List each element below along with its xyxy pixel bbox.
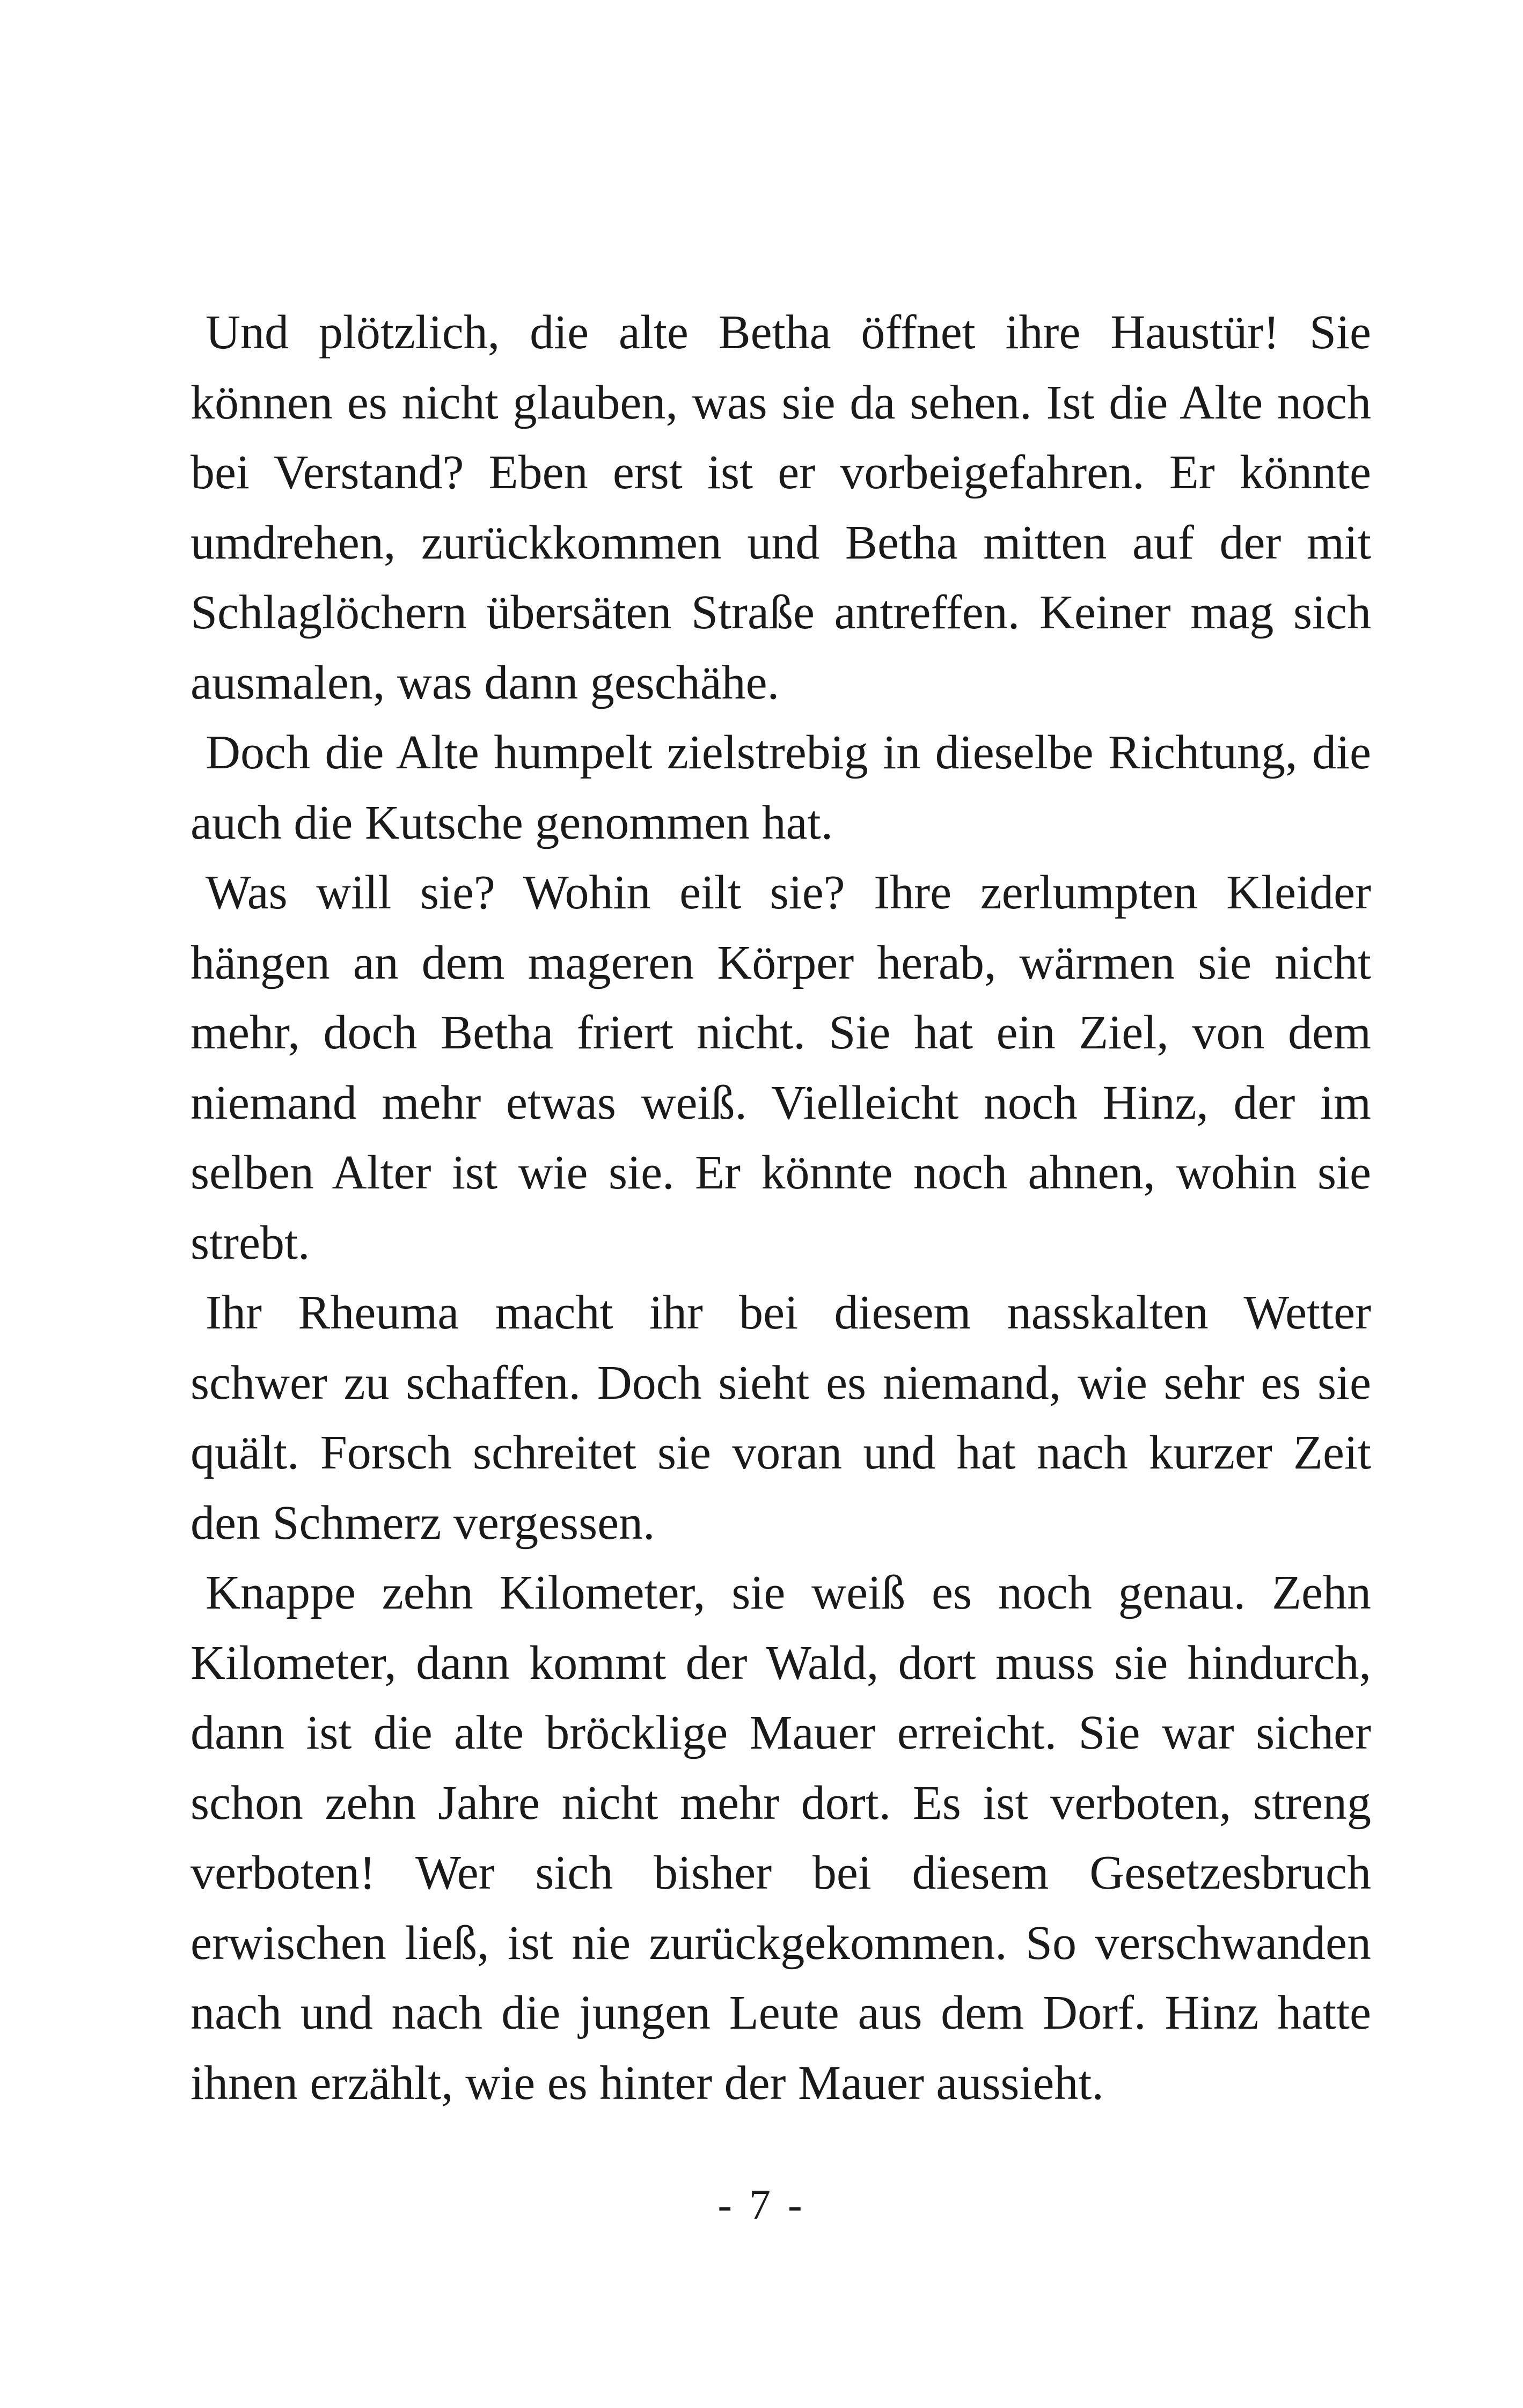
text-line: umdrehen, zurückkommen und Betha mitten auf der mit — [191, 516, 1371, 569]
text-line: ausmalen, was dann geschähe. — [191, 656, 780, 709]
text-line: können es nicht glauben, was sie da sehen. Ist die Alte noch — [191, 376, 1371, 429]
body-text — [191, 298, 1371, 2118]
text-line: mehr, doch Betha friert nicht. Sie hat ein Ziel, von dem — [191, 1006, 1371, 1059]
text-line: quält. Forsch schreitet sie voran und hat nach kurzer Zeit — [191, 1426, 1371, 1479]
text-line: verboten! Wer sich bisher bei diesem Gesetzesbruch — [191, 1846, 1371, 1899]
text-line: Kilometer, dann kommt der Wald, dort muss sie hindurch, — [191, 1636, 1371, 1690]
text-line: strebt. — [191, 1216, 310, 1269]
page-number: - 7 - — [717, 2182, 806, 2229]
text-line: den Schmerz vergessen. — [191, 1496, 655, 1550]
text-line: auch die Kutsche genommen hat. — [191, 796, 833, 849]
text-line: Knappe zehn Kilometer, sie weiß es noch genau. Zehn — [206, 1566, 1371, 1619]
text-line: Doch die Alte humpelt zielstrebig in dieselbe Richtung, die — [206, 726, 1371, 779]
text-line: dann ist die alte bröcklige Mauer erreicht. Sie war sicher — [191, 1706, 1371, 1759]
text-line: Was will sie? Wohin eilt sie? Ihre zerlumpten Kleider — [206, 866, 1371, 919]
text-line: selben Alter ist wie sie. Er könnte noch ahnen, wohin sie — [191, 1146, 1371, 1199]
text-line: bei Verstand? Eben erst ist er vorbeigefahren. Er könnte — [191, 446, 1371, 499]
text-line: Und plötzlich, die alte Betha öffnet ihre Haustür! Sie — [206, 306, 1371, 359]
paragraph-1 — [191, 298, 1371, 718]
text-line: schwer zu schaffen. Doch sieht es niemand, wie sehr es sie — [191, 1356, 1371, 1409]
text-line: erwischen ließ, ist nie zurückgekommen. So verschwanden — [191, 1916, 1371, 1970]
text-line: Ihr Rheuma macht ihr bei diesem nasskalten Wetter — [206, 1286, 1371, 1339]
text-line: hängen an dem mageren Körper herab, wärmen sie nicht — [191, 936, 1371, 989]
text-line: Schlaglöchern übersäten Straße antreffen. Keiner mag sich — [191, 586, 1371, 639]
text-line: ihnen erzählt, wie es hinter der Mauer aussieht. — [191, 2056, 1104, 2110]
text-line: niemand mehr etwas weiß. Vielleicht noch Hinz, der im — [191, 1076, 1371, 1129]
paragraph-3 — [191, 858, 1371, 1278]
text-line: nach und nach die jungen Leute aus dem Dorf. Hinz hatte — [191, 1986, 1371, 2039]
text-line: schon zehn Jahre nicht mehr dort. Es ist verboten, streng — [191, 1776, 1371, 1830]
paragraph-4 — [191, 1278, 1371, 1558]
paragraph-5 — [191, 1558, 1371, 2118]
paragraph-2 — [191, 718, 1371, 858]
